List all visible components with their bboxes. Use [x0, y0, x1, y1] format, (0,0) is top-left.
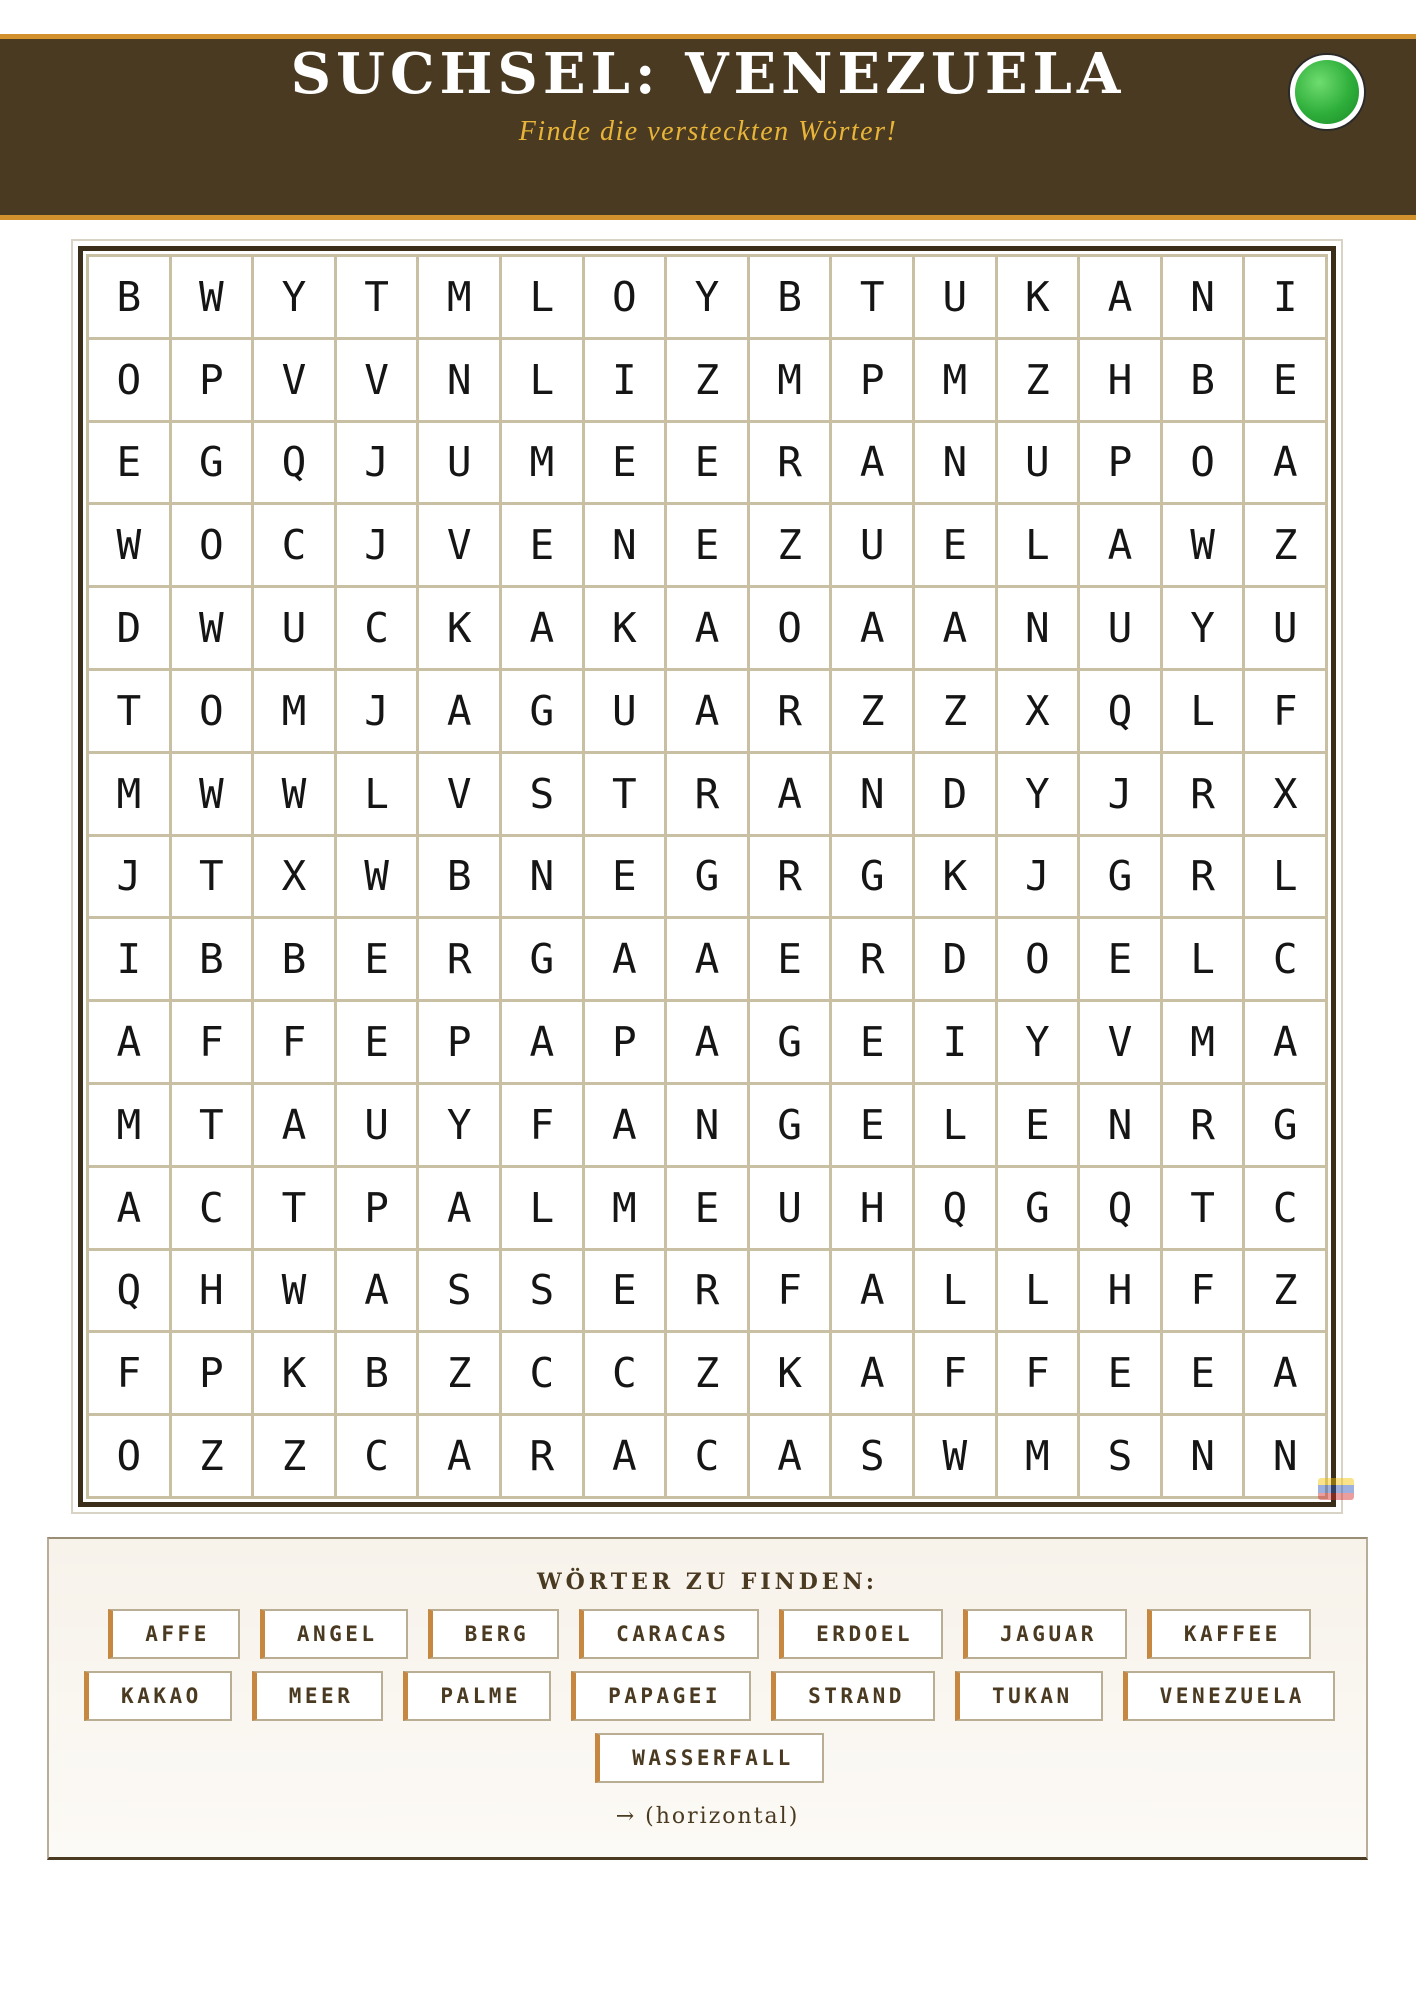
grid-cell[interactable]: L — [998, 1251, 1081, 1334]
grid-cell[interactable]: A — [750, 754, 833, 837]
grid-cell[interactable]: E — [585, 837, 668, 920]
grid-cell[interactable]: G — [998, 1168, 1081, 1251]
grid-cell[interactable]: R — [667, 754, 750, 837]
grid-cell[interactable]: R — [419, 919, 502, 1002]
grid-cell[interactable]: G — [750, 1002, 833, 1085]
grid-cell[interactable]: O — [998, 919, 1081, 1002]
grid-cell[interactable]: G — [750, 1085, 833, 1168]
grid-cell[interactable]: F — [89, 1333, 172, 1416]
grid-cell[interactable]: B — [1163, 340, 1246, 423]
grid-cell[interactable]: E — [750, 919, 833, 1002]
grid-cell[interactable]: R — [1163, 754, 1246, 837]
grid-cell[interactable]: R — [750, 671, 833, 754]
grid-cell[interactable]: Z — [172, 1416, 255, 1499]
grid-cell[interactable]: G — [1245, 1085, 1328, 1168]
grid-cell[interactable]: E — [667, 1168, 750, 1251]
grid-cell[interactable]: W — [254, 754, 337, 837]
grid-cell[interactable]: I — [1245, 257, 1328, 340]
grid-cell[interactable]: Y — [419, 1085, 502, 1168]
grid-cell[interactable]: A — [1245, 1333, 1328, 1416]
word-tag: STRAND — [771, 1671, 935, 1721]
grid-cell[interactable]: Q — [915, 1168, 998, 1251]
venezuela-flag-icon — [1318, 1478, 1354, 1500]
grid-cell[interactable]: E — [337, 1002, 420, 1085]
grid-cell[interactable]: A — [337, 1251, 420, 1334]
grid-cell[interactable]: Y — [998, 754, 1081, 837]
grid-cell[interactable]: W — [89, 505, 172, 588]
grid-cell[interactable]: Y — [667, 257, 750, 340]
grid-cell[interactable]: W — [172, 588, 255, 671]
grid-cell[interactable]: L — [502, 340, 585, 423]
grid-cell[interactable]: P — [172, 340, 255, 423]
word-tag: PALME — [403, 1671, 551, 1721]
grid-cell[interactable]: F — [750, 1251, 833, 1334]
grid-cell[interactable]: A — [750, 1416, 833, 1499]
grid-cell[interactable]: B — [89, 257, 172, 340]
grid-cell[interactable]: U — [1080, 588, 1163, 671]
grid-cell[interactable]: R — [667, 1251, 750, 1334]
grid-cell[interactable]: I — [585, 340, 668, 423]
grid-cell[interactable]: N — [667, 1085, 750, 1168]
grid-cell[interactable]: E — [832, 1085, 915, 1168]
grid-cell[interactable]: E — [998, 1085, 1081, 1168]
grid-cell[interactable]: Z — [419, 1333, 502, 1416]
grid-cell[interactable]: B — [172, 919, 255, 1002]
grid-cell[interactable]: Y — [998, 1002, 1081, 1085]
page-subtitle: Finde die versteckten Wörter! — [518, 116, 898, 147]
grid-cell[interactable]: L — [502, 1168, 585, 1251]
grid-cell[interactable]: T — [172, 837, 255, 920]
word-tag: KAKAO — [84, 1671, 232, 1721]
grid-cell[interactable]: U — [585, 671, 668, 754]
grid-cell[interactable]: N — [1080, 1085, 1163, 1168]
grid-cell[interactable]: C — [1245, 1168, 1328, 1251]
grid-cell[interactable]: A — [832, 1333, 915, 1416]
grid-cell[interactable]: S — [502, 1251, 585, 1334]
grid-cell[interactable]: A — [832, 423, 915, 506]
grid-cell[interactable]: J — [337, 671, 420, 754]
grid-cell[interactable]: P — [419, 1002, 502, 1085]
grid-cell[interactable]: O — [750, 588, 833, 671]
grid-cell[interactable]: F — [915, 1333, 998, 1416]
word-tag: KAFFEE — [1147, 1609, 1311, 1659]
grid-cell[interactable]: Z — [832, 671, 915, 754]
grid-cell[interactable]: F — [1245, 671, 1328, 754]
grid-cell[interactable]: E — [832, 1002, 915, 1085]
grid-cell[interactable]: K — [998, 257, 1081, 340]
grid-cell[interactable]: R — [1163, 1085, 1246, 1168]
word-tag: ANGEL — [260, 1609, 408, 1659]
direction-hint: → (horizontal) — [615, 1804, 800, 1829]
grid-cell[interactable]: A — [254, 1085, 337, 1168]
grid-cell[interactable]: L — [998, 505, 1081, 588]
grid-cell[interactable]: N — [998, 588, 1081, 671]
grid-cell[interactable]: T — [337, 257, 420, 340]
word-tag: TUKAN — [955, 1671, 1103, 1721]
grid-cell[interactable]: C — [585, 1333, 668, 1416]
grid-cell[interactable]: K — [254, 1333, 337, 1416]
grid-cell[interactable]: V — [337, 340, 420, 423]
grid-cell[interactable]: J — [998, 837, 1081, 920]
word-tag: ERDOEL — [779, 1609, 943, 1659]
grid-cell[interactable]: A — [1245, 423, 1328, 506]
grid-cell[interactable]: N — [1163, 257, 1246, 340]
grid-cell[interactable]: O — [89, 1416, 172, 1499]
grid-cell[interactable]: E — [1245, 340, 1328, 423]
grid-cell[interactable]: J — [337, 423, 420, 506]
grid-cell[interactable]: S — [419, 1251, 502, 1334]
puzzle-border — [78, 246, 1336, 1507]
grid-cell[interactable]: H — [1080, 340, 1163, 423]
grid-cell[interactable]: F — [502, 1085, 585, 1168]
grid-cell[interactable]: A — [1080, 257, 1163, 340]
page-title: SUCHSEL: VENEZUELA — [290, 41, 1126, 107]
grid-cell[interactable]: Y — [1163, 588, 1246, 671]
grid-cell[interactable]: A — [502, 1002, 585, 1085]
grid-cell[interactable]: V — [1080, 1002, 1163, 1085]
grid-cell[interactable]: X — [254, 837, 337, 920]
grid-cell[interactable]: C — [1245, 919, 1328, 1002]
word-tag: CARACAS — [579, 1609, 759, 1659]
grid-cell[interactable]: I — [915, 1002, 998, 1085]
grid-cell[interactable]: A — [585, 1416, 668, 1499]
grid-cell[interactable]: E — [1080, 919, 1163, 1002]
grid-cell[interactable]: P — [172, 1333, 255, 1416]
grid-cell[interactable]: E — [1080, 1333, 1163, 1416]
grid-cell[interactable]: A — [585, 919, 668, 1002]
word-tag: AFFE — [108, 1609, 240, 1659]
grid-cell[interactable]: O — [172, 505, 255, 588]
grid-cell[interactable]: E — [667, 423, 750, 506]
grid-cell[interactable]: B — [419, 837, 502, 920]
grid-cell[interactable]: W — [172, 754, 255, 837]
grid-cell[interactable]: U — [254, 588, 337, 671]
grid-cell[interactable]: X — [1245, 754, 1328, 837]
word-list-title: WÖRTER ZU FINDEN: — [536, 1569, 879, 1595]
status-dot-icon — [1290, 55, 1364, 129]
grid-cell[interactable]: U — [915, 257, 998, 340]
grid-cell[interactable]: S — [1080, 1416, 1163, 1499]
grid-cell[interactable]: P — [1080, 423, 1163, 506]
grid-cell[interactable]: E — [337, 919, 420, 1002]
grid-cell[interactable]: A — [667, 671, 750, 754]
word-tag: JAGUAR — [963, 1609, 1127, 1659]
grid-cell[interactable]: E — [1163, 1333, 1246, 1416]
grid-cell[interactable]: R — [750, 423, 833, 506]
grid-cell[interactable]: M — [502, 423, 585, 506]
grid-cell[interactable]: L — [1163, 671, 1246, 754]
grid-cell[interactable]: O — [1163, 423, 1246, 506]
grid-cell[interactable]: D — [89, 588, 172, 671]
grid-cell[interactable]: Y — [254, 257, 337, 340]
grid-cell[interactable]: B — [337, 1333, 420, 1416]
word-list-panel — [47, 1537, 1368, 1860]
grid-cell[interactable]: F — [254, 1002, 337, 1085]
grid-cell[interactable]: C — [337, 1416, 420, 1499]
grid-cell[interactable]: Q — [89, 1251, 172, 1334]
grid-cell[interactable]: A — [832, 1251, 915, 1334]
grid-cell[interactable]: R — [1163, 837, 1246, 920]
grid-cell[interactable]: F — [998, 1333, 1081, 1416]
grid-cell[interactable]: N — [1163, 1416, 1246, 1499]
grid-cell[interactable]: K — [419, 588, 502, 671]
word-tag: BERG — [428, 1609, 560, 1659]
grid-cell[interactable]: V — [419, 505, 502, 588]
grid-cell[interactable]: Z — [998, 340, 1081, 423]
grid-cell[interactable]: G — [172, 423, 255, 506]
grid-cell[interactable]: P — [832, 340, 915, 423]
grid-cell[interactable]: G — [502, 671, 585, 754]
grid-cell[interactable]: W — [915, 1416, 998, 1499]
grid-cell[interactable]: E — [89, 423, 172, 506]
grid-cell[interactable]: Z — [750, 505, 833, 588]
grid-cell[interactable]: D — [915, 754, 998, 837]
grid-cell[interactable]: A — [915, 588, 998, 671]
grid-cell[interactable]: T — [89, 671, 172, 754]
grid-cell[interactable]: A — [502, 588, 585, 671]
grid-cell[interactable]: A — [585, 1085, 668, 1168]
grid-cell[interactable]: M — [585, 1168, 668, 1251]
grid-cell[interactable]: O — [585, 257, 668, 340]
grid-cell[interactable]: W — [337, 837, 420, 920]
grid-cell[interactable]: L — [337, 754, 420, 837]
grid-cell[interactable]: U — [998, 423, 1081, 506]
grid-cell[interactable]: G — [667, 837, 750, 920]
grid-cell[interactable]: X — [998, 671, 1081, 754]
grid-cell[interactable]: M — [998, 1416, 1081, 1499]
grid-cell[interactable]: O — [172, 671, 255, 754]
grid-cell[interactable]: F — [1163, 1251, 1246, 1334]
grid-cell[interactable]: B — [750, 257, 833, 340]
grid-cell[interactable]: A — [419, 1168, 502, 1251]
grid-cell[interactable]: U — [750, 1168, 833, 1251]
grid-cell[interactable]: G — [832, 837, 915, 920]
grid-cell[interactable]: K — [585, 588, 668, 671]
grid-cell[interactable]: U — [1245, 588, 1328, 671]
grid-cell[interactable]: Z — [254, 1416, 337, 1499]
grid-cell[interactable]: V — [254, 340, 337, 423]
grid-cell[interactable]: C — [254, 505, 337, 588]
grid-cell[interactable]: R — [750, 837, 833, 920]
grid-cell[interactable]: C — [337, 588, 420, 671]
grid-cell[interactable]: L — [1245, 837, 1328, 920]
grid-cell[interactable]: O — [89, 340, 172, 423]
grid-cell[interactable]: S — [502, 754, 585, 837]
grid-cell[interactable]: K — [750, 1333, 833, 1416]
grid-cell[interactable]: P — [337, 1168, 420, 1251]
grid-cell[interactable]: N — [915, 423, 998, 506]
grid-cell[interactable]: H — [172, 1251, 255, 1334]
grid-cell[interactable]: W — [1163, 505, 1246, 588]
grid-cell[interactable]: U — [337, 1085, 420, 1168]
grid-cell[interactable]: C — [667, 1416, 750, 1499]
word-tag: VENEZUELA — [1123, 1671, 1335, 1721]
grid-cell[interactable]: Q — [1080, 671, 1163, 754]
grid-cell[interactable]: I — [89, 919, 172, 1002]
grid-cell[interactable]: K — [915, 837, 998, 920]
grid-cell[interactable]: B — [254, 919, 337, 1002]
grid-cell[interactable]: A — [419, 671, 502, 754]
grid-cell[interactable]: Q — [254, 423, 337, 506]
puzzle-frame — [71, 239, 1343, 1514]
grid-cell[interactable]: A — [89, 1002, 172, 1085]
grid-cell[interactable]: M — [89, 1085, 172, 1168]
grid-cell[interactable]: J — [337, 505, 420, 588]
grid-cell[interactable]: Z — [1245, 1251, 1328, 1334]
grid-cell[interactable]: Z — [915, 671, 998, 754]
grid-cell[interactable]: T — [172, 1085, 255, 1168]
grid-cell[interactable]: H — [1080, 1251, 1163, 1334]
grid-cell[interactable]: J — [1080, 754, 1163, 837]
grid-cell[interactable]: T — [585, 754, 668, 837]
grid-cell[interactable]: E — [667, 505, 750, 588]
grid-cell[interactable]: M — [254, 671, 337, 754]
grid-cell[interactable]: M — [89, 754, 172, 837]
grid-cell[interactable]: U — [419, 423, 502, 506]
grid-cell[interactable]: A — [1080, 505, 1163, 588]
grid-cell[interactable]: W — [254, 1251, 337, 1334]
grid-cell[interactable]: Z — [1245, 505, 1328, 588]
letter-grid — [86, 254, 1328, 1499]
grid-cell[interactable]: Z — [667, 340, 750, 423]
grid-cell[interactable]: M — [750, 340, 833, 423]
grid-cell[interactable]: F — [172, 1002, 255, 1085]
grid-cell[interactable]: G — [1080, 837, 1163, 920]
grid-cell[interactable]: L — [915, 1251, 998, 1334]
grid-cell[interactable]: R — [502, 1416, 585, 1499]
grid-cell[interactable]: N — [1245, 1416, 1328, 1499]
grid-cell[interactable]: E — [915, 505, 998, 588]
grid-cell[interactable]: V — [419, 754, 502, 837]
grid-cell[interactable]: A — [89, 1168, 172, 1251]
grid-cell[interactable]: J — [89, 837, 172, 920]
grid-cell[interactable]: M — [419, 257, 502, 340]
grid-cell[interactable]: H — [832, 1168, 915, 1251]
grid-cell[interactable]: T — [1163, 1168, 1246, 1251]
grid-cell[interactable]: A — [419, 1416, 502, 1499]
grid-cell[interactable]: E — [585, 1251, 668, 1334]
grid-cell[interactable]: U — [832, 505, 915, 588]
grid-cell[interactable]: G — [502, 919, 585, 1002]
grid-cell[interactable]: N — [585, 505, 668, 588]
grid-cell[interactable]: E — [502, 505, 585, 588]
grid-cell[interactable]: L — [502, 257, 585, 340]
word-tag: PAPAGEI — [571, 1671, 751, 1721]
grid-cell[interactable]: A — [667, 1002, 750, 1085]
grid-cell[interactable]: N — [502, 837, 585, 920]
grid-cell[interactable]: S — [832, 1416, 915, 1499]
word-tag: WASSERFALL — [595, 1733, 823, 1783]
grid-cell[interactable]: A — [1245, 1002, 1328, 1085]
grid-cell[interactable]: E — [585, 423, 668, 506]
grid-cell[interactable]: D — [915, 919, 998, 1002]
grid-cell[interactable]: L — [1163, 919, 1246, 1002]
grid-cell[interactable]: N — [419, 340, 502, 423]
grid-cell[interactable]: Q — [1080, 1168, 1163, 1251]
grid-cell[interactable]: R — [832, 919, 915, 1002]
grid-cell[interactable]: A — [667, 919, 750, 1002]
grid-cell[interactable]: M — [1163, 1002, 1246, 1085]
grid-cell[interactable]: Z — [667, 1333, 750, 1416]
grid-cell[interactable]: T — [254, 1168, 337, 1251]
grid-cell[interactable]: L — [915, 1085, 998, 1168]
word-list — [79, 1609, 1340, 1783]
grid-cell[interactable]: A — [667, 588, 750, 671]
grid-cell[interactable]: M — [915, 340, 998, 423]
grid-cell[interactable]: N — [832, 754, 915, 837]
grid-cell[interactable]: T — [832, 257, 915, 340]
grid-cell[interactable]: C — [502, 1333, 585, 1416]
grid-cell[interactable]: P — [585, 1002, 668, 1085]
grid-cell[interactable]: W — [172, 257, 255, 340]
grid-cell[interactable]: A — [832, 588, 915, 671]
word-tag: MEER — [252, 1671, 384, 1721]
grid-cell[interactable]: C — [172, 1168, 255, 1251]
